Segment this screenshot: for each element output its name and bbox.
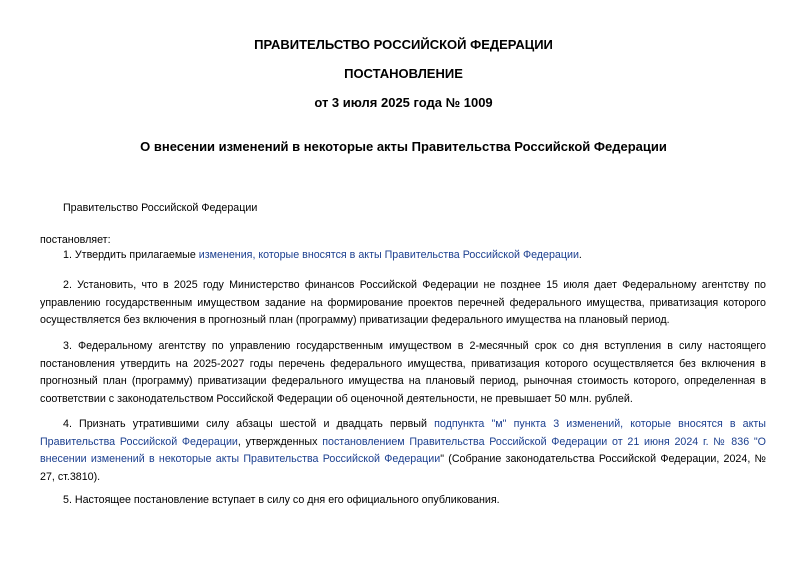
paragraph-1 (40, 247, 766, 265)
decrees-line: постановляет: (40, 234, 111, 246)
subparagraph-link[interactable]: подпункта "м" пункта 3 изменений, которые вносятся в акты Правительства Российской Федерации (40, 418, 766, 448)
paragraph-1-end: . (578, 249, 582, 261)
paragraph-4-text: 4. Признать утратившими силу абзацы шестой и двадцать первый (63, 418, 435, 430)
paragraph-3: 3. Федеральному агентству по управлению государственным имуществом в 2-месячный срок со дня вступления в силу настоящего постановления утвердить на 2025-2027 годы перечень федерального имущества, приватизация которого осуществляется без включения в прогнозный план (программу) приватизации федерального имущества на плановый период, рыночная стоимость которого, определенная в соответствии с законодательством Российской Федерации об оценочной деятельности, не превышает 50 млн. рублей. (40, 340, 766, 405)
document-type-heading: ПОСТАНОВЛЕНИЕ (344, 66, 463, 81)
paragraph-4 (40, 416, 766, 486)
document-title: О внесении изменений в некоторые акты Правительства Российской Федерации (140, 139, 667, 154)
organization-heading: ПРАВИТЕЛЬСТВО РОССИЙСКОЙ ФЕДЕРАЦИИ (254, 37, 553, 52)
paragraph-4-middle: , утвержденных (237, 435, 323, 448)
changes-link[interactable]: изменения, которые вносятся в акты Правительства Российской Федерации (198, 249, 579, 261)
date-number-heading: от 3 июля 2025 года № 1009 (314, 95, 493, 110)
government-line: Правительство Российской Федерации (63, 202, 258, 214)
paragraph-5: 5. Настоящее постановление вступает в силу со дня его официального опубликования. (63, 494, 500, 506)
paragraph-2: 2. Установить, что в 2025 году Министерство финансов Российской Федерации не позднее 15 июля дает Федеральному агентству по управлению государственным имуществом задание на формирование проектов перечней федерального имущества, приватизация которого осуществляется без включения в прогнозный план (программу) приватизации федерального имущества на плановый период. (40, 279, 766, 326)
paragraph-1-text: 1. Утвердить прилагаемые (63, 249, 199, 261)
resolution-link[interactable]: постановлением Правительства Российской Федерации от 21 июня 2024 г. № 836 "О внесении изменений в некоторые акты Правительства Российской Федерации (40, 435, 766, 465)
paragraph-4-end: " (Собрание законодательства Российской Федерации, 2024, № 27, ст.3810). (40, 453, 766, 483)
